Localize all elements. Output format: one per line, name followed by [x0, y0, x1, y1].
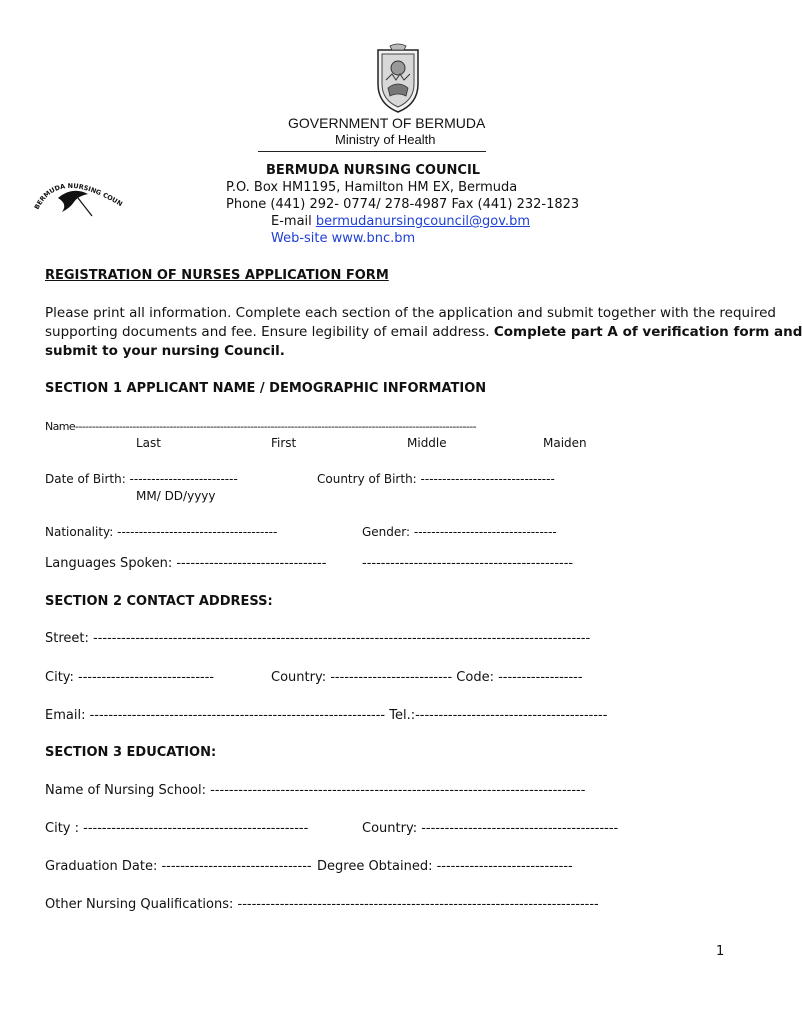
intro-line-2-normal: supporting documents and fee. Ensure legibility of email address. — [45, 324, 490, 340]
street-field[interactable]: Street: ---------------------------------------------------------------------------------------------------------- — [45, 631, 591, 646]
name-sub-maiden: Maiden — [543, 436, 587, 450]
country-of-birth-field[interactable]: Country of Birth: ------------------------------- — [317, 472, 555, 486]
gender-field[interactable]: Gender: --------------------------------- — [362, 525, 557, 539]
form-title: REGISTRATION OF NURSES APPLICATION FORM — [45, 268, 389, 283]
intro-line-3: submit to your nursing Council. — [45, 343, 285, 359]
svg-text:BERMUDA NURSING COUNCIL — [28, 168, 124, 211]
page-number: 1 — [716, 944, 725, 959]
education-country-field[interactable]: Country: ------------------------------------------ — [362, 821, 619, 836]
council-name: BERMUDA NURSING COUNCIL — [266, 163, 481, 178]
ministry-title: Ministry of Health — [335, 132, 436, 147]
languages-field[interactable]: Languages Spoken: -------------------------------- — [45, 556, 327, 571]
email-tel-field[interactable]: Email: --------------------------------------------------------------- Tel.:----------------------------------------- — [45, 708, 608, 723]
intro-line-2 — [45, 324, 802, 340]
languages-extra-field[interactable]: --------------------------------------------- — [362, 556, 574, 571]
email-label: E-mail — [271, 214, 312, 229]
name-sub-first: First — [271, 436, 297, 450]
coat-of-arms-icon — [370, 44, 426, 114]
name-field[interactable]: Name----------------------------------------------------------------------------------------------------------------------- — [45, 420, 476, 433]
graduation-date-field[interactable]: Graduation Date: -------------------------------- — [45, 859, 312, 874]
name-sub-middle: Middle — [407, 436, 447, 450]
name-sub-last: Last — [136, 436, 161, 450]
website-link[interactable]: Web-site www.bnc.bm — [271, 231, 416, 246]
country-code-field[interactable]: Country: -------------------------- Code: ------------------ — [271, 670, 583, 685]
section3-heading: SECTION 3 EDUCATION: — [45, 745, 217, 760]
nursing-council-logo-icon — [28, 168, 128, 228]
section2-heading: SECTION 2 CONTACT ADDRESS: — [45, 594, 273, 609]
government-title: GOVERNMENT OF BERMUDA — [288, 115, 486, 131]
email-link[interactable]: bermudanursingcouncil@gov.bm — [315, 214, 530, 229]
section1-heading: SECTION 1 APPLICANT NAME / DEMOGRAPHIC INFORMATION — [45, 381, 487, 396]
intro-line-1: Please print all information. Complete each section of the application and submit together with the required — [45, 305, 776, 321]
council-email-row — [271, 214, 530, 229]
logo-text: BERMUDA NURSING COUN — [32, 181, 124, 211]
header-divider — [258, 151, 486, 152]
nationality-field[interactable]: Nationality: ------------------------------------- — [45, 525, 278, 539]
education-city-field[interactable]: City : ------------------------------------------------ — [45, 821, 309, 836]
dob-field[interactable]: Date of Birth: ------------------------- — [45, 472, 238, 486]
city-field[interactable]: City: ----------------------------- — [45, 670, 215, 685]
intro-line-2-bold: Complete part A of verification form and — [493, 324, 802, 340]
council-address: P.O. Box HM1195, Hamilton HM EX, Bermuda — [226, 180, 518, 195]
council-phone: Phone (441) 292- 0774/ 278-4987 Fax (441) 232-1823 — [226, 197, 580, 212]
dob-format-hint: MM/ DD/yyyy — [136, 489, 216, 503]
nursing-school-field[interactable]: Name of Nursing School: -------------------------------------------------------------------------------- — [45, 783, 586, 798]
degree-obtained-field[interactable]: Degree Obtained: ----------------------------- — [317, 859, 573, 874]
other-qualifications-field[interactable]: Other Nursing Qualifications: ----------------------------------------------------------------------------- — [45, 897, 599, 912]
